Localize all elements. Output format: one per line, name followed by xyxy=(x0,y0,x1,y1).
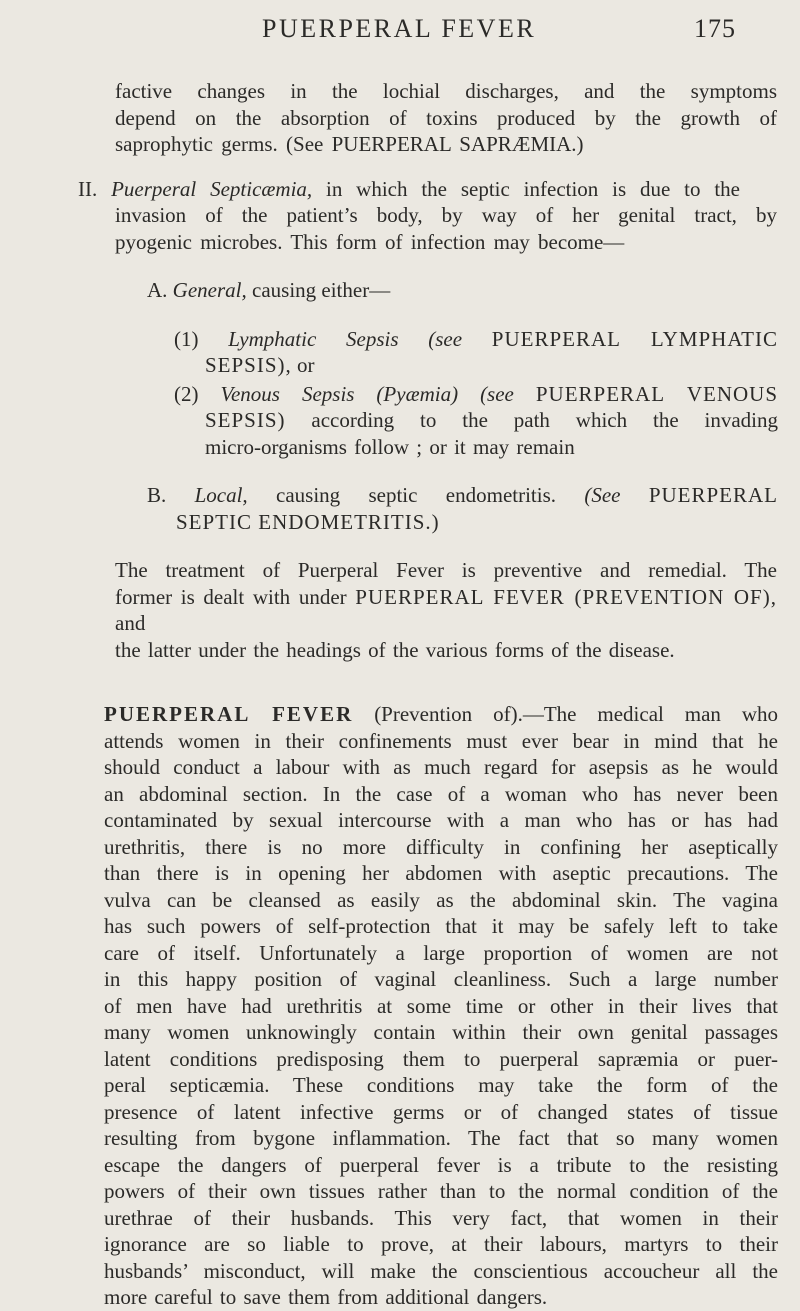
article-heading: PUERPERAL FEVER xyxy=(104,702,354,726)
text-line xyxy=(174,326,778,353)
running-title: PUERPERAL FEVER xyxy=(262,14,537,43)
text-line: an abdominal section. In the case of a woman who has never been xyxy=(104,781,778,806)
text-line: care of itself. Unfortunately a large proportion of women are not xyxy=(104,940,778,965)
cross-reference: SEPTIC ENDOMETRITIS.) xyxy=(176,509,440,534)
text-line: in this happy position of vaginal cleanliness. Such a large number xyxy=(104,967,778,991)
page-header xyxy=(0,14,800,54)
text-line: invasion of the patient’s body, by way of her genital tract, by xyxy=(115,203,777,227)
text-line: peral septicæmia. These conditions may take the form of the xyxy=(104,1073,778,1097)
text-span: former is dealt with under xyxy=(115,584,356,609)
item-term: Venous Sepsis (Pyæmia) xyxy=(220,381,459,406)
text-span: in which the septic infection is due to the xyxy=(312,176,740,201)
text-span: causing either— xyxy=(246,278,391,302)
text-span: according to the path which the invading xyxy=(285,408,778,432)
text-line: micro-organisms follow ; or it may remain xyxy=(205,434,575,459)
item-term: Lymphatic Sepsis xyxy=(228,326,399,351)
item-label: (1) xyxy=(174,326,199,351)
item-label: B. xyxy=(147,483,167,507)
text-line: the latter under the headings of the various forms of the disease. xyxy=(115,637,675,662)
item-term: Local, xyxy=(194,483,248,507)
text-line: husbands’ misconduct, will make the conscientious accoucheur all the xyxy=(104,1258,778,1283)
cross-reference: PUERPERAL VENOUS xyxy=(535,381,779,406)
item-a xyxy=(0,277,800,304)
text-line: powers of their own tissues rather than to the normal condition of the xyxy=(104,1179,778,1203)
text-line xyxy=(115,584,777,637)
article-prevention xyxy=(0,701,800,1311)
text-line: ignorance are so liable to prove, at their labours, martyrs to their xyxy=(104,1232,778,1256)
text-span: causing septic endometritis. xyxy=(247,483,557,507)
item-label: A. xyxy=(147,278,168,302)
paragraph-continuation xyxy=(115,78,777,158)
cross-reference: PUERPERAL xyxy=(648,483,779,507)
text-line: escape the dangers of puerperal fever is a tribute to the resisting xyxy=(104,1152,778,1177)
text-line: depend on the absorption of toxins produced by the growth of xyxy=(115,105,777,130)
see-reference: (see xyxy=(428,326,463,351)
text-span: saprophytic germs. (See PUERPERAL SAPRÆMIA.) xyxy=(115,132,584,156)
section-numeral: II. xyxy=(78,176,98,201)
item-2 xyxy=(0,381,800,461)
text-line: vulva can be cleansed as easily as the abdominal skin. The vagina xyxy=(104,887,778,912)
page-number: 175 xyxy=(694,14,736,43)
text-line: pyogenic microbes. This form of infection may become— xyxy=(115,229,625,254)
item-b xyxy=(0,482,800,535)
text-line xyxy=(176,509,800,536)
text-line: more careful to save them from additional dangers. xyxy=(104,1285,548,1309)
text-line xyxy=(205,407,778,434)
paragraph-treatment xyxy=(0,557,800,663)
text-line: many women unknowingly contain within their own genital passages xyxy=(104,1020,778,1044)
section-ii xyxy=(0,176,777,256)
cross-reference: SEPSIS) xyxy=(205,408,286,432)
see-reference: (see xyxy=(480,381,514,406)
item-1 xyxy=(0,326,800,379)
text-line xyxy=(78,176,740,203)
text-line: factive changes in the lochial discharges, and the symptoms xyxy=(115,79,777,103)
cross-reference: PUERPERAL LYMPHATIC xyxy=(491,326,778,351)
text-line: should conduct a labour with as much regard for asepsis as he would xyxy=(104,755,778,779)
page-body xyxy=(0,78,800,1311)
text-span: or xyxy=(291,353,315,377)
text-line: presence of latent infective germs or of changed states of tissue xyxy=(104,1099,778,1124)
text-line: has such powers of self-protection that it may be safely left to take xyxy=(104,914,778,938)
text-line: latent conditions predisposing them to puerperal sapræmia or puer- xyxy=(104,1046,778,1071)
text-line xyxy=(174,381,778,408)
text-line: resulting from bygone inflammation. The fact that so many women xyxy=(104,1126,778,1150)
see-reference: (See xyxy=(584,483,621,507)
text-line: of men have had urethritis at some time or other in their lives that xyxy=(104,993,778,1018)
text-line: than there is in opening her abdomen with aseptic precautions. The xyxy=(104,861,778,885)
item-term: General, xyxy=(172,278,247,302)
article-subheading: (Prevention of).— xyxy=(374,702,544,726)
cross-reference: PUERPERAL FEVER (PREVENTION OF), xyxy=(355,584,777,609)
text-line: urethrae of their husbands. This very fact, that women in their xyxy=(104,1205,778,1230)
text-line xyxy=(115,131,777,158)
text-line: urethritis, there is no more difficulty in confining her aseptically xyxy=(104,834,778,859)
text-line xyxy=(147,482,778,509)
text-line xyxy=(205,352,800,379)
section-term: Puerperal Septicæmia, xyxy=(111,176,313,201)
text-line: attends women in their confinements must ever bear in mind that he xyxy=(104,728,778,753)
cross-reference: SEPSIS), xyxy=(205,353,292,377)
text-span: The medical man who xyxy=(543,702,779,726)
text-line: contaminated by sexual intercourse with a man who has or has had xyxy=(104,808,778,832)
text-line: The treatment of Puerperal Fever is preventive and remedial. The xyxy=(115,558,777,582)
item-label: (2) xyxy=(174,381,199,406)
text-line xyxy=(147,277,800,304)
text-line xyxy=(104,701,778,728)
text-span: and xyxy=(115,611,146,635)
